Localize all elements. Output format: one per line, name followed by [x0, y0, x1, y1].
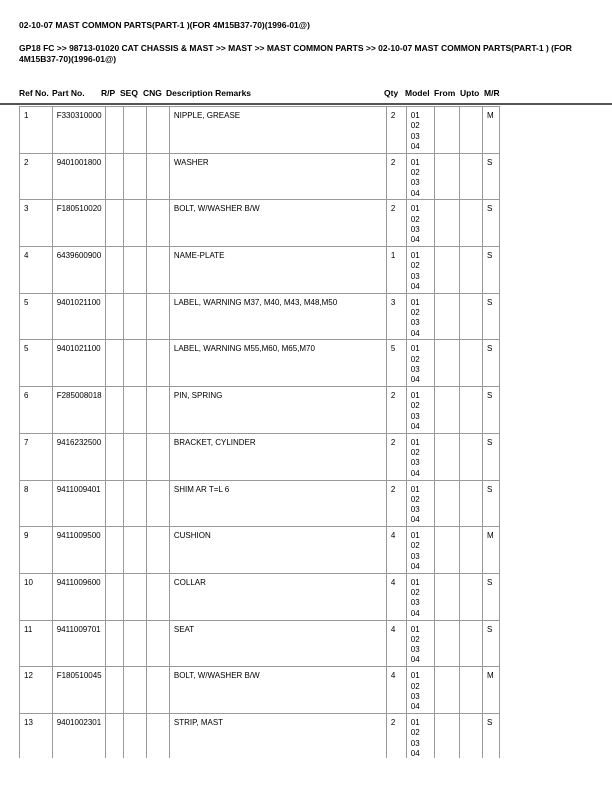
- model-code: 03: [410, 271, 420, 281]
- upto-cell: [460, 573, 483, 620]
- description-cell: NIPPLE, GREASE: [169, 107, 386, 154]
- from-cell: [434, 340, 460, 387]
- upto-cell: [460, 107, 483, 154]
- model-code: 01: [410, 437, 420, 447]
- mr-cell: M: [482, 667, 499, 714]
- description-cell: NAME-PLATE: [169, 247, 386, 294]
- seq-cell: [124, 153, 147, 200]
- cng-cell: [147, 433, 170, 480]
- cng-cell: [147, 620, 170, 667]
- model-code: 03: [410, 365, 420, 375]
- ref-cell: 10: [20, 573, 53, 620]
- ref-cell: 2: [20, 153, 53, 200]
- ref-cell: 5: [20, 340, 53, 387]
- from-cell: [434, 387, 460, 434]
- model-cell: [406, 247, 434, 294]
- description-cell: CUSHION: [169, 527, 386, 574]
- model-code: 02: [410, 354, 420, 364]
- cng-cell: [147, 200, 170, 247]
- model-code: 04: [410, 235, 420, 245]
- model-code: 01: [410, 344, 420, 354]
- seq-cell: [124, 247, 147, 294]
- qty-cell: 2: [386, 387, 406, 434]
- table-row: [20, 527, 500, 574]
- description-cell: BOLT, W/WASHER B/W: [169, 200, 386, 247]
- ref-cell: 4: [20, 247, 53, 294]
- cng-cell: [147, 573, 170, 620]
- model-code: 03: [410, 458, 420, 468]
- model-code: 01: [410, 111, 420, 120]
- table-row: [20, 573, 500, 620]
- column-header: Model: [405, 88, 430, 98]
- qty-cell: 4: [386, 620, 406, 667]
- model-code: 04: [410, 422, 420, 432]
- model-code: 01: [410, 531, 420, 541]
- model-code: 04: [410, 608, 420, 618]
- model-cell: [406, 107, 434, 154]
- qty-cell: 2: [386, 107, 406, 154]
- rp-cell: [105, 573, 124, 620]
- model-cell: [406, 293, 434, 340]
- cng-cell: [147, 247, 170, 294]
- rp-cell: [105, 480, 124, 527]
- model-code: 01: [410, 624, 420, 634]
- table-row: [20, 200, 500, 247]
- model-code: 03: [410, 131, 420, 141]
- breadcrumb: GP18 FC >> 98713-01020 CAT CHASSIS & MAST >> MAST >> MAST COMMON PARTS >> 02-10-07 MAST COMMON PARTS(PART-1 ) (FOR 4M15B37-70)(1996-01@): [19, 43, 572, 64]
- part-no-cell: 9411009500: [52, 527, 105, 574]
- rp-cell: [105, 527, 124, 574]
- model-code: 01: [410, 297, 420, 307]
- model-code: 01: [410, 157, 420, 167]
- column-header: SEQ: [120, 88, 138, 98]
- seq-cell: [124, 387, 147, 434]
- part-no-cell: F330310000: [52, 107, 105, 154]
- from-cell: [434, 713, 460, 758]
- from-cell: [434, 293, 460, 340]
- model-code: 02: [410, 167, 420, 177]
- qty-cell: 1: [386, 247, 406, 294]
- cng-cell: [147, 527, 170, 574]
- part-no-cell: 9401021100: [52, 293, 105, 340]
- part-no-cell: 9401021100: [52, 340, 105, 387]
- model-code: 03: [410, 178, 420, 188]
- seq-cell: [124, 573, 147, 620]
- upto-cell: [460, 153, 483, 200]
- table-row: [20, 293, 500, 340]
- part-no-cell: 9411009701: [52, 620, 105, 667]
- seq-cell: [124, 667, 147, 714]
- rp-cell: [105, 713, 124, 758]
- qty-cell: 5: [386, 340, 406, 387]
- model-cell: [406, 573, 434, 620]
- ref-cell: 13: [20, 713, 53, 758]
- qty-cell: 4: [386, 527, 406, 574]
- mr-cell: S: [482, 247, 499, 294]
- model-code: 04: [410, 468, 420, 478]
- seq-cell: [124, 107, 147, 154]
- mr-cell: S: [482, 713, 499, 758]
- qty-cell: 4: [386, 667, 406, 714]
- upto-cell: [460, 667, 483, 714]
- qty-cell: 3: [386, 293, 406, 340]
- rp-cell: [105, 387, 124, 434]
- rp-cell: [105, 293, 124, 340]
- upto-cell: [460, 247, 483, 294]
- cng-cell: [147, 667, 170, 714]
- model-code: 01: [410, 251, 420, 261]
- model-code: 03: [410, 224, 420, 234]
- seq-cell: [124, 433, 147, 480]
- model-cell: [406, 387, 434, 434]
- ref-cell: 5: [20, 293, 53, 340]
- seq-cell: [124, 527, 147, 574]
- ref-cell: 7: [20, 433, 53, 480]
- mr-cell: S: [482, 293, 499, 340]
- from-cell: [434, 573, 460, 620]
- cng-cell: [147, 293, 170, 340]
- description-cell: SHIM AR T=L 6: [169, 480, 386, 527]
- table-row: [20, 433, 500, 480]
- part-no-cell: 9411009401: [52, 480, 105, 527]
- description-cell: WASHER: [169, 153, 386, 200]
- qty-cell: 4: [386, 573, 406, 620]
- rp-cell: [105, 200, 124, 247]
- rp-cell: [105, 107, 124, 154]
- column-header: Ref No.: [19, 88, 49, 98]
- part-no-cell: 9401002301: [52, 713, 105, 758]
- rp-cell: [105, 667, 124, 714]
- mr-cell: S: [482, 340, 499, 387]
- mr-cell: S: [482, 480, 499, 527]
- ref-cell: 6: [20, 387, 53, 434]
- cng-cell: [147, 107, 170, 154]
- part-no-cell: F285008018: [52, 387, 105, 434]
- model-cell: [406, 200, 434, 247]
- model-code: 02: [410, 448, 420, 458]
- model-code: 04: [410, 702, 420, 712]
- column-header: Upto: [460, 88, 480, 98]
- seq-cell: [124, 620, 147, 667]
- model-code: 03: [410, 411, 420, 421]
- model-cell: [406, 480, 434, 527]
- description-cell: SEAT: [169, 620, 386, 667]
- upto-cell: [460, 713, 483, 758]
- ref-cell: 9: [20, 527, 53, 574]
- model-cell: [406, 153, 434, 200]
- ref-cell: 3: [20, 200, 53, 247]
- model-code: 04: [410, 748, 420, 758]
- mr-cell: M: [482, 107, 499, 154]
- part-no-cell: 9411009600: [52, 573, 105, 620]
- from-cell: [434, 433, 460, 480]
- mr-cell: S: [482, 153, 499, 200]
- table-row: [20, 620, 500, 667]
- column-header: Part No.: [52, 88, 85, 98]
- upto-cell: [460, 387, 483, 434]
- cng-cell: [147, 480, 170, 527]
- model-cell: [406, 713, 434, 758]
- rp-cell: [105, 433, 124, 480]
- seq-cell: [124, 340, 147, 387]
- rp-cell: [105, 620, 124, 667]
- model-code: 02: [410, 681, 420, 691]
- model-code: 02: [410, 214, 420, 224]
- model-code: 01: [410, 671, 420, 681]
- model-code: 02: [410, 308, 420, 318]
- from-cell: [434, 527, 460, 574]
- model-code: 04: [410, 281, 420, 291]
- qty-cell: 2: [386, 153, 406, 200]
- seq-cell: [124, 480, 147, 527]
- model-code: 01: [410, 391, 420, 401]
- model-code: 01: [410, 717, 420, 727]
- model-code: 02: [410, 494, 420, 504]
- ref-cell: 8: [20, 480, 53, 527]
- model-code: 01: [410, 484, 420, 494]
- table-row: [20, 387, 500, 434]
- parts-table: [19, 106, 500, 758]
- rp-cell: [105, 340, 124, 387]
- model-code: 04: [410, 655, 420, 665]
- part-no-cell: 6439600900: [52, 247, 105, 294]
- model-code: 02: [410, 588, 420, 598]
- table-row: [20, 153, 500, 200]
- mr-cell: S: [482, 620, 499, 667]
- from-cell: [434, 620, 460, 667]
- mr-cell: M: [482, 527, 499, 574]
- rp-cell: [105, 153, 124, 200]
- description-cell: LABEL, WARNING M55,M60, M65,M70: [169, 340, 386, 387]
- model-code: 02: [410, 728, 420, 738]
- model-code: 02: [410, 261, 420, 271]
- upto-cell: [460, 527, 483, 574]
- description-cell: LABEL, WARNING M37, M40, M43, M48,M50: [169, 293, 386, 340]
- qty-cell: 2: [386, 200, 406, 247]
- model-code: 01: [410, 204, 420, 214]
- upto-cell: [460, 620, 483, 667]
- model-code: 04: [410, 141, 420, 151]
- table-row: [20, 340, 500, 387]
- table-row: [20, 247, 500, 294]
- model-cell: [406, 433, 434, 480]
- ref-cell: 11: [20, 620, 53, 667]
- mr-cell: S: [482, 573, 499, 620]
- table-row: [20, 480, 500, 527]
- model-code: 02: [410, 401, 420, 411]
- description-cell: PIN, SPRING: [169, 387, 386, 434]
- from-cell: [434, 153, 460, 200]
- part-no-cell: 9416232500: [52, 433, 105, 480]
- seq-cell: [124, 713, 147, 758]
- ref-cell: 12: [20, 667, 53, 714]
- seq-cell: [124, 200, 147, 247]
- header-divider: [0, 103, 612, 105]
- model-code: 03: [410, 598, 420, 608]
- model-cell: [406, 620, 434, 667]
- from-cell: [434, 667, 460, 714]
- upto-cell: [460, 340, 483, 387]
- description-cell: STRIP, MAST: [169, 713, 386, 758]
- model-code: 03: [410, 691, 420, 701]
- cng-cell: [147, 153, 170, 200]
- model-cell: [406, 527, 434, 574]
- qty-cell: 2: [386, 713, 406, 758]
- part-no-cell: F180510020: [52, 200, 105, 247]
- part-no-cell: F180510045: [52, 667, 105, 714]
- part-no-cell: 9401001800: [52, 153, 105, 200]
- model-code: 03: [410, 505, 420, 515]
- upto-cell: [460, 433, 483, 480]
- column-header: Description Remarks: [166, 88, 252, 98]
- from-cell: [434, 247, 460, 294]
- ref-cell: 1: [20, 107, 53, 154]
- model-code: 02: [410, 121, 420, 131]
- model-code: 04: [410, 375, 420, 385]
- model-code: 01: [410, 577, 420, 587]
- upto-cell: [460, 200, 483, 247]
- cng-cell: [147, 387, 170, 434]
- mr-cell: S: [482, 387, 499, 434]
- upto-cell: [460, 480, 483, 527]
- table-row: [20, 667, 500, 714]
- column-header: From: [434, 88, 456, 98]
- model-code: 02: [410, 541, 420, 551]
- mr-cell: S: [482, 433, 499, 480]
- mr-cell: S: [482, 200, 499, 247]
- qty-cell: 2: [386, 433, 406, 480]
- description-cell: COLLAR: [169, 573, 386, 620]
- model-code: 02: [410, 634, 420, 644]
- column-header: R/P: [101, 88, 116, 98]
- column-header: M/R: [484, 88, 500, 98]
- table-row: [20, 107, 500, 154]
- model-code: 03: [410, 645, 420, 655]
- cng-cell: [147, 713, 170, 758]
- model-cell: [406, 667, 434, 714]
- model-code: 04: [410, 328, 420, 338]
- cng-cell: [147, 340, 170, 387]
- page-title: 02-10-07 MAST COMMON PARTS(PART-1 )(FOR 4M15B37-70)(1996-01@): [19, 20, 310, 30]
- model-code: 03: [410, 551, 420, 561]
- model-code: 04: [410, 188, 420, 198]
- seq-cell: [124, 293, 147, 340]
- table-row: [20, 713, 500, 758]
- model-cell: [406, 340, 434, 387]
- from-cell: [434, 480, 460, 527]
- model-code: 04: [410, 515, 420, 525]
- model-code: 03: [410, 318, 420, 328]
- rp-cell: [105, 247, 124, 294]
- model-code: 03: [410, 738, 420, 748]
- from-cell: [434, 107, 460, 154]
- upto-cell: [460, 293, 483, 340]
- from-cell: [434, 200, 460, 247]
- column-header: CNG: [143, 88, 162, 98]
- qty-cell: 2: [386, 480, 406, 527]
- model-code: 04: [410, 562, 420, 572]
- description-cell: BRACKET, CYLINDER: [169, 433, 386, 480]
- column-header: Qty: [384, 88, 399, 98]
- parts-table-wrapper: [19, 106, 500, 758]
- description-cell: BOLT, W/WASHER B/W: [169, 667, 386, 714]
